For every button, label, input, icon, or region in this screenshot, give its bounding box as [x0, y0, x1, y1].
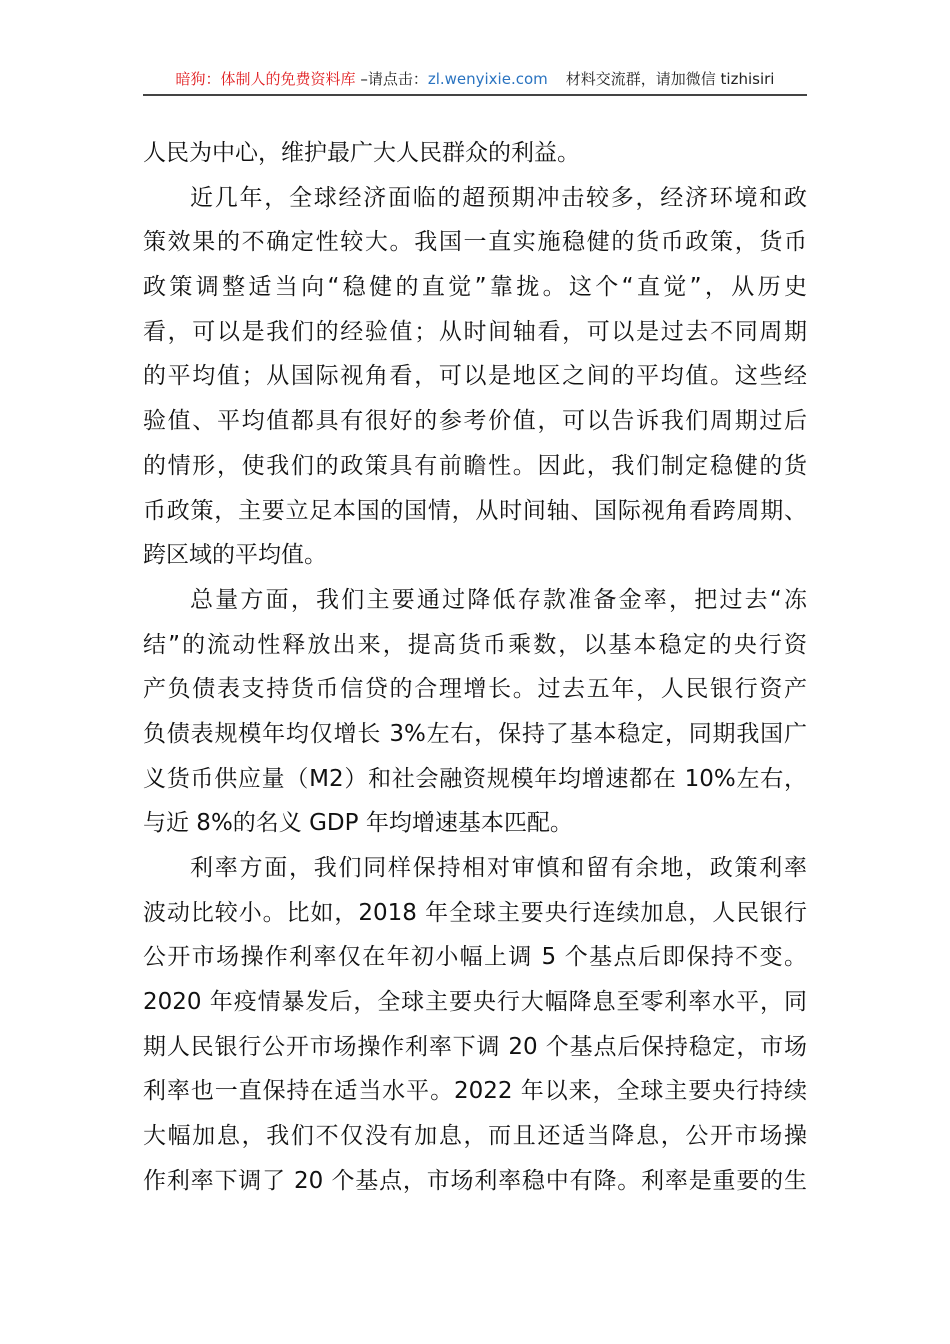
text-line: 的情形，使我们的政策具有前瞻性。因此，我们制定稳健的货 — [143, 452, 807, 479]
text-line: 产负债表支持货币信贷的合理增长。过去五年，人民银行资产 — [143, 676, 807, 703]
text-line: 大幅加息，我们不仅没有加息，而且还适当降息，公开市场操 — [143, 1123, 807, 1150]
text-line: 验值、平均值都具有很好的参考价值，可以告诉我们周期过后 — [143, 408, 807, 435]
page-header — [143, 68, 807, 96]
site-name: 暗狗：体制人的免费资料库 — [175, 70, 356, 88]
text-line: 总量方面，我们主要通过降低存款准备金率，把过去“冻 — [190, 586, 807, 613]
document-body — [143, 131, 807, 1204]
text-line: 币政策，主要立足本国的国情，从时间轴、国际视角看跨周期、 — [143, 497, 807, 524]
text-line: 的平均值；从国际视角看，可以是地区之间的平均值。这些经 — [143, 363, 807, 390]
text-line: 2020 年疫情暴发后，全球主要央行大幅降息至零利率水平，同 — [143, 989, 807, 1016]
text-line: 期人民银行公开市场操作利率下调 20 个基点后保持稳定，市场 — [143, 1033, 807, 1060]
text-line: 人民为中心，维护最广大人民群众的利益。 — [143, 140, 580, 166]
wechat-note: 材料交流群，请加微信 tizhisiri — [565, 70, 775, 88]
text-line: 利率方面，我们同样保持相对审慎和留有余地，政策利率 — [190, 855, 807, 881]
text-line: 看，可以是我们的经验值；从时间轴看，可以是过去不同周期 — [143, 318, 807, 345]
text-line: 政策调整适当向“稳健的直觉”靠拢。这个“直觉”，从历史 — [143, 274, 807, 301]
text-line: 近几年，全球经济面临的超预期冲击较多，经济环境和政 — [190, 184, 807, 211]
text-line: 负债表规模年均仅增长 3%左右，保持了基本稳定，同期我国广 — [143, 720, 807, 747]
click-prompt: –请点击： — [355, 70, 428, 88]
text-line: 利率也一直保持在适当水平。2022 年以来，全球主要央行持续 — [143, 1078, 807, 1105]
text-line: 结”的流动性释放出来，提高货币乘数，以基本稳定的央行资 — [143, 631, 807, 658]
text-line: 作利率下调了 20 个基点，市场利率稳中有降。利率是重要的生 — [143, 1167, 807, 1194]
text-line: 波动比较小。比如，2018 年全球主要央行连续加息，人民银行 — [143, 899, 807, 926]
text-line: 与近 8%的名义 GDP 年均增速基本匹配。 — [143, 810, 573, 837]
text-line: 义货币供应量（M2）和社会融资规模年均增速都在 10%左右， — [143, 765, 807, 792]
text-line: 跨区域的平均值。 — [143, 542, 327, 569]
text-line: 公开市场操作利率仅在年初小幅上调 5 个基点后即保持不变。 — [143, 944, 807, 971]
site-link[interactable]: zl.wenyixie.com — [427, 70, 548, 88]
text-line: 策效果的不确定性较大。我国一直实施稳健的货币政策，货币 — [143, 229, 807, 256]
